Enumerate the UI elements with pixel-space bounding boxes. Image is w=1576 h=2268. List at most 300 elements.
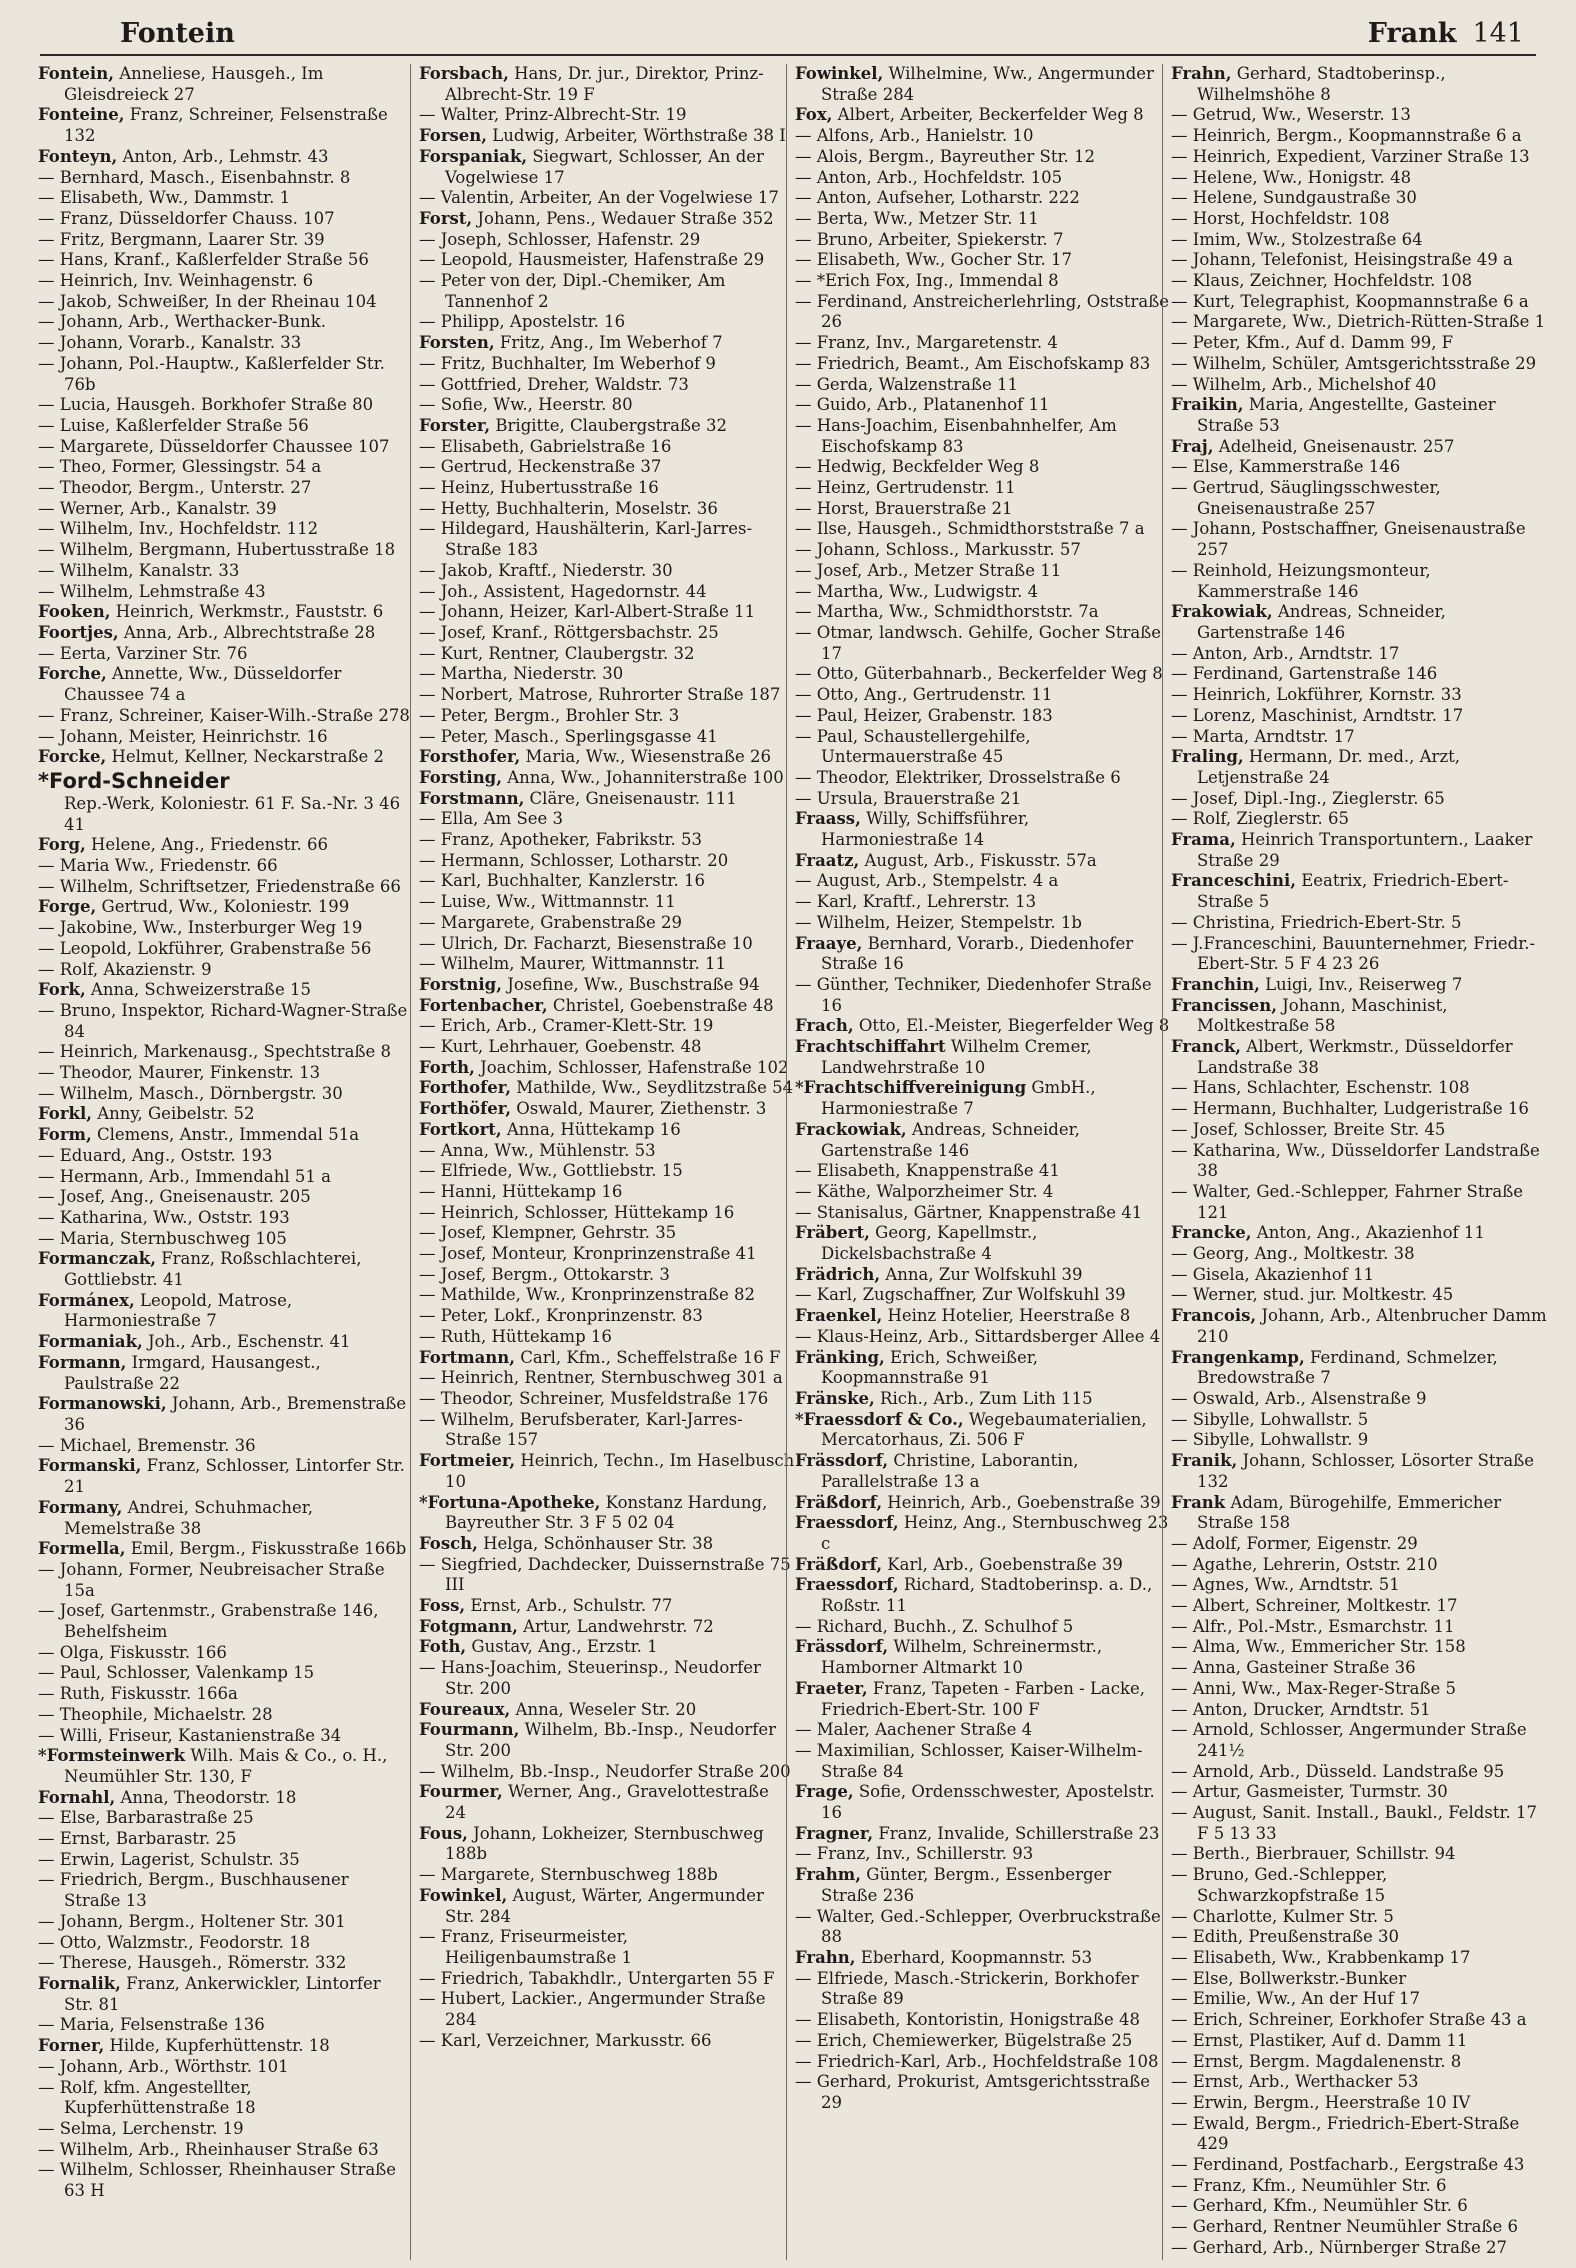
entry-details: — Otmar, landwsch. Gehilfe, Gocher Straße 17 bbox=[795, 622, 1162, 663]
entry-surname: Forsthofer, bbox=[419, 747, 521, 767]
entry-surname: Fortkort, bbox=[419, 1119, 502, 1139]
directory-entry bbox=[795, 582, 1171, 603]
entry-details: — Ewald, Bergm., Friedrich-Ebert-Straße 429 bbox=[1171, 2113, 1520, 2154]
entry-details: — Joh., Assistent, Hagedornstr. 44 bbox=[419, 581, 707, 601]
directory-entry bbox=[38, 727, 410, 748]
entry-details: — Martha, Ww., Schmidthorststr. 7a bbox=[795, 602, 1099, 622]
entry-surname: Fortmeier, bbox=[419, 1451, 516, 1471]
directory-entry bbox=[38, 230, 410, 251]
directory-entry bbox=[1171, 1244, 1547, 1265]
entry-details: Anna, Theodorstr. 18 bbox=[115, 1787, 297, 1807]
directory-entry bbox=[419, 188, 795, 209]
entry-details: — Albert, Schreiner, Moltkestr. 17 bbox=[1171, 1596, 1458, 1616]
entry-surname: Fornahl, bbox=[38, 1787, 116, 1807]
directory-entry bbox=[38, 437, 410, 458]
directory-entry bbox=[419, 1886, 795, 1927]
directory-entry bbox=[38, 561, 410, 582]
entry-surname: Fonteyn, bbox=[38, 146, 118, 166]
entry-details: Günter, Bergm., Essenberger Straße 236 bbox=[821, 1865, 1112, 1905]
entry-surname: Fonteine, bbox=[38, 105, 125, 125]
entry-surname: Fourmer, bbox=[419, 1782, 503, 1802]
entry-surname: Forg, bbox=[38, 835, 86, 855]
entry-details: — Anni, Ww., Max-Reger-Straße 5 bbox=[1171, 1678, 1457, 1698]
entry-details: — Anton, Arb., Arndtstr. 17 bbox=[1171, 643, 1400, 663]
entry-details: — Katharina, Ww., Oststr. 193 bbox=[38, 1207, 290, 1227]
entry-details: Anna, Arb., Albrechtstraße 28 bbox=[118, 622, 376, 642]
directory-entry bbox=[38, 64, 410, 105]
entry-details: — Peter, Lokf., Kronprinzenstr. 83 bbox=[419, 1306, 703, 1326]
entry-surname: Fraessdorf, bbox=[795, 1513, 899, 1533]
directory-entry bbox=[795, 1824, 1171, 1845]
directory-entry bbox=[38, 644, 410, 665]
directory-entry bbox=[1171, 664, 1547, 685]
directory-entry bbox=[419, 105, 795, 126]
directory-entry bbox=[419, 209, 795, 230]
header-last-entry bbox=[1368, 18, 1524, 49]
entry-details: Heinz, Ang., Sternbuschweg 23 c bbox=[821, 1513, 1169, 1553]
entry-details: — Gerhard, Prokurist, Amtsgerichtsstraße 29 bbox=[795, 2072, 1151, 2112]
entry-details: — Stanisalus, Gärtner, Knappenstraße 41 bbox=[795, 1202, 1143, 1222]
entry-details: — Hans-Joachim, Steuerinsp., Neudorfer Str. 200 bbox=[419, 1658, 761, 1698]
directory-entry bbox=[419, 954, 795, 975]
directory-entry bbox=[1171, 1969, 1547, 1990]
entry-details: Johann, Pens., Wedauer Straße 352 bbox=[472, 208, 774, 228]
entry-details: — Ernst, Arb., Werthacker 53 bbox=[1171, 2072, 1419, 2092]
entry-surname: Fortenbacher, bbox=[419, 995, 548, 1015]
entry-details: — Ernst, Barbarastr. 25 bbox=[38, 1829, 237, 1849]
entry-details: — Hermann, Buchhalter, Ludgeristraße 16 bbox=[1171, 1099, 1529, 1119]
directory-entry bbox=[1171, 1078, 1547, 1099]
entry-details: — Arnold, Schlosser, Angermunder Straße 241½ bbox=[1171, 1720, 1527, 1760]
entry-details: — Ruth, Fiskusstr. 166a bbox=[38, 1684, 238, 1704]
entry-surname: Formanowski, bbox=[38, 1394, 167, 1414]
directory-entry bbox=[795, 871, 1171, 892]
entry-details: Joachim, Schlosser, Hafenstraße 102 bbox=[474, 1057, 789, 1077]
entry-details: — Hildegard, Haushälterin, Karl-Jarres-Straße 183 bbox=[419, 519, 753, 560]
entry-details: Annette, Ww., Düsseldorfer Chaussee 74 a bbox=[64, 664, 342, 705]
directory-entry bbox=[1171, 1223, 1547, 1244]
directory-entry bbox=[1171, 809, 1547, 830]
entry-details: Wilh. Mais & Co., o. H., Neumühler Str. 130, F bbox=[64, 1746, 388, 1786]
directory-entry bbox=[795, 1617, 1171, 1638]
entry-details: — Peter, Masch., Sperlingsgasse 41 bbox=[419, 726, 718, 746]
directory-entry bbox=[419, 871, 795, 892]
entry-details: Siegwart, Schlosser, An der Vogelwiese 17 bbox=[445, 146, 764, 187]
entry-details: — Lorenz, Maschinist, Arndtstr. 17 bbox=[1171, 705, 1464, 725]
entry-details: — Ferdinand, Gartenstraße 146 bbox=[1171, 664, 1438, 684]
entry-details: — Horst, Hochfeldstr. 108 bbox=[1171, 208, 1390, 228]
directory-entry bbox=[419, 457, 795, 478]
directory-entry bbox=[1171, 1637, 1547, 1658]
entry-details: Joh., Arb., Eschenstr. 41 bbox=[142, 1332, 351, 1352]
entry-details: Erich, Schweißer, Koopmannstraße 91 bbox=[821, 1347, 1039, 1388]
entry-details: — Walter, Ged.-Schlepper, Overbruckstraße 88 bbox=[795, 1906, 1161, 1947]
directory-entry bbox=[419, 1824, 795, 1865]
directory-entry bbox=[38, 1042, 410, 1063]
entry-details: Eeatrix, Friedrich-Ebert-Straße 5 bbox=[1197, 871, 1509, 912]
entry-details: Gustav, Ang., Erzstr. 1 bbox=[466, 1637, 658, 1657]
entry-surname: Formella, bbox=[38, 1539, 126, 1559]
directory-entry bbox=[38, 2140, 410, 2161]
entry-details: — Johann, Bergm., Holtener Str. 301 bbox=[38, 1911, 346, 1931]
entry-details: Johann, Maschinist, Moltkestraße 58 bbox=[1197, 995, 1448, 1036]
entry-surname: Francissen, bbox=[1171, 995, 1277, 1015]
entry-details: Luigi, Inv., Reiserweg 7 bbox=[1259, 974, 1463, 994]
directory-entry bbox=[1171, 333, 1547, 354]
directory-entry bbox=[419, 147, 795, 188]
entry-details: — Joseph, Schlosser, Hafenstr. 29 bbox=[419, 229, 701, 249]
entry-details: — Karl, Buchhalter, Kanzlerstr. 16 bbox=[419, 871, 705, 891]
entry-details: — Kurt, Lehrhauer, Goebenstr. 48 bbox=[419, 1037, 702, 1057]
directory-entry bbox=[38, 1208, 410, 1229]
directory-entry bbox=[38, 2036, 410, 2057]
directory-entry bbox=[1171, 1534, 1547, 1555]
entry-details: Ernst, Arb., Schulstr. 77 bbox=[465, 1596, 673, 1616]
entry-details: August, Wärter, Angermunder Str. 284 bbox=[445, 1885, 764, 1926]
entry-details: — Günther, Techniker, Diedenhofer Straße 16 bbox=[795, 974, 1152, 1015]
entry-details: — *Erich Fox, Ing., Immendal 8 bbox=[795, 271, 1059, 291]
directory-entry bbox=[38, 147, 410, 168]
directory-entry bbox=[795, 395, 1171, 416]
entry-details: — Kurt, Rentner, Claubergstr. 32 bbox=[419, 643, 695, 663]
directory-entry bbox=[795, 1348, 1171, 1389]
entry-details: Bernhard, Vorarb., Diedenhofer Straße 16 bbox=[821, 933, 1134, 974]
entry-details: — Martha, Niederstr. 30 bbox=[419, 664, 624, 684]
entry-details: — Gertrud, Heckenstraße 37 bbox=[419, 457, 662, 477]
entry-surname: Frage, bbox=[795, 1782, 854, 1802]
directory-entry bbox=[1171, 1575, 1547, 1596]
entry-surname: Forsen, bbox=[419, 126, 488, 146]
directory-entry bbox=[38, 2119, 410, 2140]
entry-details: — Imim, Ww., Stolzestraße 64 bbox=[1171, 229, 1423, 249]
entry-details: — Luise, Kaßlerfelder Straße 56 bbox=[38, 415, 309, 435]
entry-details: — Heinrich, Rentner, Sternbuschweg 301 a bbox=[419, 1368, 783, 1388]
entry-details: — Otto, Ang., Gertrudenstr. 11 bbox=[795, 685, 1053, 705]
directory-entry bbox=[1171, 1596, 1547, 1617]
entry-details: Otto, El.-Meister, Biegerfelder Weg 8 bbox=[853, 1016, 1170, 1036]
entry-details: — Maria Ww., Friedenstr. 66 bbox=[38, 856, 278, 876]
entry-details: Hermann, Dr. med., Arzt, Letjenstraße 24 bbox=[1197, 747, 1461, 787]
directory-entry bbox=[38, 1187, 410, 1208]
entry-details: Josefine, Ww., Buschstraße 94 bbox=[501, 974, 760, 994]
entry-surname: Fraikin, bbox=[1171, 395, 1244, 415]
entry-surname: Franik, bbox=[1171, 1451, 1238, 1471]
entry-details: — Josef, Kranf., Röttgersbachstr. 25 bbox=[419, 622, 719, 642]
directory-entry bbox=[38, 395, 410, 416]
directory-entry bbox=[38, 1663, 410, 1684]
directory-entry bbox=[419, 768, 795, 789]
directory-entry bbox=[795, 64, 1171, 105]
directory-entry bbox=[38, 457, 410, 478]
directory-entry bbox=[795, 1389, 1171, 1410]
directory-entry bbox=[1171, 934, 1547, 975]
entry-details: — Theo, Former, Glessingstr. 54 a bbox=[38, 457, 322, 477]
directory-entry bbox=[1171, 1265, 1547, 1286]
entry-surname: Frank bbox=[1171, 1492, 1226, 1512]
entry-details: — Josef, Bergm., Ottokarstr. 3 bbox=[419, 1264, 670, 1284]
entry-surname: Fooken, bbox=[38, 602, 111, 622]
directory-entry bbox=[1171, 2093, 1547, 2114]
directory-entry bbox=[1171, 1120, 1547, 1141]
entry-details: — Helene, Ww., Honigstr. 48 bbox=[1171, 167, 1412, 187]
directory-entry bbox=[795, 105, 1171, 126]
directory-entry bbox=[38, 1125, 410, 1146]
entry-details: Andreas, Schneider, Gartenstraße 146 bbox=[821, 1119, 1080, 1160]
directory-entry bbox=[419, 395, 795, 416]
directory-entry bbox=[38, 1933, 410, 1954]
directory-entry bbox=[419, 250, 795, 271]
entry-details: Adelheid, Gneisenaustr. 257 bbox=[1213, 436, 1455, 456]
directory-entry bbox=[795, 209, 1171, 230]
entry-details: — Ferdinand, Anstreicherlehrling, Oststraße 26 bbox=[795, 291, 1170, 332]
entry-details: — Wilhelm, Masch., Dörnbergstr. 30 bbox=[38, 1083, 343, 1103]
directory-entry bbox=[38, 1436, 410, 1457]
directory-entry bbox=[419, 561, 795, 582]
directory-entry bbox=[419, 1596, 795, 1617]
directory-entry bbox=[38, 1974, 410, 2015]
directory-entry bbox=[1171, 1658, 1547, 1679]
entry-details: — Johann, Vorarb., Kanalstr. 33 bbox=[38, 333, 302, 353]
directory-entry bbox=[38, 292, 410, 313]
entry-details: Hans, Dr. jur., Direktor, Prinz-Albrecht-Str. 19 F bbox=[445, 64, 764, 104]
directory-entry bbox=[419, 664, 795, 685]
entry-details: Wilhelm, Schreinermstr., Hamborner Altmarkt 10 bbox=[821, 1637, 1103, 1678]
directory-entry bbox=[419, 1534, 795, 1555]
directory-entry bbox=[419, 623, 795, 644]
directory-entry bbox=[795, 623, 1171, 664]
entry-details: — Guido, Arb., Platanenhof 11 bbox=[795, 395, 1050, 415]
entry-surname: Fraj, bbox=[1171, 436, 1214, 456]
entry-details: — Philipp, Apostelstr. 16 bbox=[419, 312, 626, 332]
directory-entry bbox=[419, 333, 795, 354]
entry-details: — Wilhelm, Arb., Rheinhauser Straße 63 bbox=[38, 2139, 379, 2159]
entry-details: — Theodor, Maurer, Finkenstr. 13 bbox=[38, 1063, 321, 1083]
directory-entry bbox=[795, 333, 1171, 354]
directory-entry bbox=[1171, 2114, 1547, 2155]
entry-details: Johann, Lokheizer, Sternbuschweg 188b bbox=[445, 1823, 764, 1864]
entry-details: — Heinrich, Bergm., Koopmannstraße 6 a bbox=[1171, 126, 1522, 146]
directory-entry bbox=[419, 1865, 795, 1886]
entry-details: — Katharina, Ww., Düsseldorfer Landstraße 38 bbox=[1171, 1140, 1540, 1181]
directory-entry bbox=[38, 1063, 410, 1084]
directory-entry bbox=[38, 271, 410, 292]
directory-entry bbox=[419, 996, 795, 1017]
directory-entry bbox=[38, 856, 410, 877]
entry-details: — Hermann, Arb., Immendahl 51 a bbox=[38, 1166, 331, 1186]
entry-details: — Siegfried, Dachdecker, Duissernstraße 75 III bbox=[419, 1554, 791, 1595]
directory-entry bbox=[419, 2031, 795, 2052]
directory-entry bbox=[1171, 2072, 1547, 2093]
entry-details: — Jakobine, Ww., Insterburger Weg 19 bbox=[38, 918, 363, 938]
entry-surname: Franceschini, bbox=[1171, 871, 1296, 891]
entry-surname: Fräßdorf, bbox=[795, 1554, 883, 1574]
entry-details: — Sibylle, Lohwallstr. 9 bbox=[1171, 1430, 1369, 1450]
entry-surname: Fraessdorf, bbox=[795, 1575, 899, 1595]
entry-details: Konstanz Hardung, Bayreuther Str. 3 F 5 02 04 bbox=[445, 1492, 768, 1533]
entry-details: — Wilhelm, Arb., Michelshof 40 bbox=[1171, 374, 1437, 394]
directory-entry bbox=[795, 809, 1171, 850]
directory-entry bbox=[38, 1394, 410, 1435]
entry-details: — Agathe, Lehrerin, Oststr. 210 bbox=[1171, 1554, 1438, 1574]
entry-details: — Maler, Aachener Straße 4 bbox=[795, 1720, 1033, 1740]
entry-details: — Hetty, Buchhalterin, Moselstr. 36 bbox=[419, 498, 718, 518]
entry-details: — Franz, Inv., Schillerstr. 93 bbox=[795, 1844, 1034, 1864]
directory-entry bbox=[38, 354, 410, 395]
entry-details: Franz, Schlosser, Lintorfer Str. 21 bbox=[64, 1456, 405, 1497]
directory-entry bbox=[795, 1907, 1171, 1948]
directory-entry bbox=[38, 1684, 410, 1705]
entry-surname: Francke, bbox=[1171, 1223, 1252, 1243]
directory-entry bbox=[419, 913, 795, 934]
directory-entry bbox=[795, 354, 1171, 375]
directory-entry bbox=[38, 939, 410, 960]
entry-details: — Johann, Telefonist, Heisingstraße 49 a bbox=[1171, 250, 1513, 270]
entry-details: Heinrich, Arb., Goebenstraße 39 bbox=[882, 1492, 1161, 1512]
entry-surname: Forkl, bbox=[38, 1104, 92, 1124]
directory-entry bbox=[1171, 64, 1547, 105]
entry-details: — Helene, Sundgaustraße 30 bbox=[1171, 188, 1417, 208]
directory-entry bbox=[795, 1679, 1171, 1720]
entry-details: Irmgard, Hausangest., Paulstraße 22 bbox=[64, 1352, 321, 1393]
entry-details: — Margarete, Sternbuschweg 188b bbox=[419, 1865, 718, 1885]
entry-surname: Fränking, bbox=[795, 1347, 885, 1367]
directory-entry bbox=[419, 892, 795, 913]
entry-details: — Josef, Arb., Metzer Straße 11 bbox=[795, 560, 1062, 580]
directory-entry bbox=[1171, 1182, 1547, 1223]
directory-entry bbox=[38, 623, 410, 644]
entry-surname: Fowinkel, bbox=[795, 64, 884, 83]
directory-entry bbox=[1171, 1803, 1547, 1844]
directory-entry bbox=[795, 1120, 1171, 1161]
entry-surname: Forster, bbox=[419, 415, 491, 435]
entry-surname: Foortjes, bbox=[38, 622, 119, 642]
entry-surname: Forstmann, bbox=[419, 788, 525, 808]
entry-details: — Gerhard, Arb., Nürnberger Straße 27 bbox=[1171, 2237, 1508, 2257]
entry-details: — Theodor, Elektriker, Drosselstraße 6 bbox=[795, 767, 1121, 787]
entry-surname: Forsting, bbox=[419, 767, 502, 787]
entry-details: Ludwig, Arbeiter, Wörthstraße 38 I bbox=[487, 126, 786, 146]
directory-entry bbox=[1171, 395, 1547, 436]
directory-entry bbox=[419, 1555, 795, 1596]
entry-details: Anton, Arb., Lehmstr. 43 bbox=[117, 146, 329, 166]
entry-details: — Gerhard, Kfm., Neumühler Str. 6 bbox=[1171, 2196, 1468, 2216]
directory-entry bbox=[1171, 519, 1547, 560]
directory-entry bbox=[1171, 2031, 1547, 2052]
entry-details: Ferdinand, Schmelzer, Bredowstraße 7 bbox=[1197, 1347, 1498, 1388]
directory-entry bbox=[1171, 1865, 1547, 1906]
directory-entry bbox=[419, 1285, 795, 1306]
header-first-entry: Fontein bbox=[120, 18, 235, 49]
entry-details: — Berth., Bierbrauer, Schillstr. 94 bbox=[1171, 1844, 1456, 1864]
entry-details: — Gottfried, Dreher, Waldstr. 73 bbox=[419, 374, 689, 394]
entry-surname: Forge, bbox=[38, 897, 97, 917]
directory-entry bbox=[795, 540, 1171, 561]
entry-surname: Fontein, bbox=[38, 64, 114, 83]
entry-details: Cläre, Gneisenaustr. 111 bbox=[524, 788, 737, 808]
entry-details: — Anton, Aufseher, Lotharstr. 222 bbox=[795, 188, 1080, 208]
entry-surname: *Frachtschiffvereinigung bbox=[795, 1078, 1027, 1098]
entry-details: Hilde, Kupferhüttenstr. 18 bbox=[104, 2036, 330, 2056]
directory-entry bbox=[1171, 1348, 1547, 1389]
directory-entry bbox=[38, 1084, 410, 1105]
entry-details: — Marta, Arndtstr. 17 bbox=[1171, 726, 1355, 746]
directory-entry bbox=[38, 877, 410, 898]
directory-entry bbox=[419, 1182, 795, 1203]
entry-details: Emil, Bergm., Fiskusstraße 166b bbox=[125, 1539, 407, 1559]
entry-details: — Peter, Bergm., Brohler Str. 3 bbox=[419, 705, 680, 725]
directory-entry bbox=[419, 478, 795, 499]
directory-entry bbox=[419, 1658, 795, 1699]
entry-details: — Theophile, Michaelstr. 28 bbox=[38, 1704, 273, 1724]
entry-details: — Olga, Fiskusstr. 166 bbox=[38, 1642, 227, 1662]
entry-details: — Bruno, Arbeiter, Spiekerstr. 7 bbox=[795, 229, 1064, 249]
directory-entry bbox=[795, 188, 1171, 209]
entry-details: — Bernhard, Masch., Eisenbahnstr. 8 bbox=[38, 167, 351, 187]
entry-details: — Else, Barbarastraße 25 bbox=[38, 1808, 254, 1828]
entry-details: — Johann, Meister, Heinrichstr. 16 bbox=[38, 726, 328, 746]
directory-entry bbox=[1171, 2217, 1547, 2238]
entry-details: — Karl, Zugschaffner, Zur Wolfskuhl 39 bbox=[795, 1285, 1126, 1305]
entry-surname: Formany, bbox=[38, 1497, 123, 1517]
entry-details: Helene, Ang., Friedenstr. 66 bbox=[85, 835, 328, 855]
entry-details: — Josef, Monteur, Kronprinzenstraße 41 bbox=[419, 1244, 757, 1264]
entry-surname: Forthöfer, bbox=[419, 1099, 511, 1119]
directory-entry bbox=[795, 1161, 1171, 1182]
entry-details: Christel, Goebenstraße 48 bbox=[547, 995, 774, 1015]
entry-details: — Heinz, Hubertusstraße 16 bbox=[419, 478, 659, 498]
directory-entry bbox=[38, 312, 410, 333]
entry-details: Wilhelm, Bb.-Insp., Neudorfer Str. 200 bbox=[445, 1720, 777, 1760]
entry-details: — Eduard, Ang., Oststr. 193 bbox=[38, 1145, 273, 1165]
directory-entry bbox=[419, 1161, 795, 1182]
directory-entry bbox=[38, 478, 410, 499]
entry-details: — Ella, Am See 3 bbox=[419, 809, 564, 829]
directory-entry bbox=[419, 1016, 795, 1037]
directory-entry bbox=[38, 1705, 410, 1726]
directory-entry bbox=[795, 602, 1171, 623]
entry-surname: Fosch, bbox=[419, 1533, 478, 1553]
entry-details: — Paul, Schaustellergehilfe, Untermauerstraße 45 bbox=[795, 726, 1031, 767]
entry-surname: *Formsteinwerk bbox=[38, 1746, 186, 1766]
entry-details: — Franz, Friseurmeister, Heiligenbaumstraße 1 bbox=[419, 1927, 632, 1967]
directory-entry bbox=[1171, 1099, 1547, 1120]
entry-details: — Wilhelm, Berufsberater, Karl-Jarres-Straße 157 bbox=[419, 1409, 743, 1450]
entry-details: — Friedrich, Beamt., Am Eischofskamp 83 bbox=[795, 353, 1151, 373]
directory-entry bbox=[38, 1249, 410, 1290]
directory-entry bbox=[38, 1788, 410, 1809]
entry-surname: Fraatz, bbox=[795, 850, 860, 870]
directory-entry bbox=[38, 2160, 410, 2201]
entry-details: Johann, Arb., Altenbrucher Damm 210 bbox=[1197, 1306, 1547, 1346]
directory-entry bbox=[419, 499, 795, 520]
directory-entry bbox=[38, 1167, 410, 1188]
entry-details: — Margarete, Ww., Dietrich-Rütten-Straße 1 bbox=[1171, 312, 1546, 332]
entry-details: — Elisabeth, Knappenstraße 41 bbox=[795, 1161, 1060, 1181]
entry-surname: Frangenkamp, bbox=[1171, 1347, 1305, 1367]
directory-entry bbox=[38, 499, 410, 520]
entry-details: — Arnold, Arb., Düsseld. Landstraße 95 bbox=[1171, 1761, 1505, 1781]
entry-details: Anna, Hüttekamp 16 bbox=[501, 1119, 681, 1139]
directory-entry bbox=[795, 168, 1171, 189]
entry-details: Franz, Schreiner, Felsenstraße 132 bbox=[64, 105, 388, 146]
directory-entry bbox=[38, 519, 410, 540]
entry-details: Maria, Angestellte, Gasteiner Straße 53 bbox=[1197, 395, 1496, 435]
directory-entry bbox=[1171, 727, 1547, 748]
entry-details: Johann, Arb., Bremenstraße 36 bbox=[64, 1394, 407, 1434]
entry-details: — Johann, Pol.-Hauptw., Kaßlerfelder Str. 76b bbox=[38, 353, 385, 394]
directory-entry bbox=[419, 582, 795, 603]
directory-entry bbox=[1171, 437, 1547, 458]
